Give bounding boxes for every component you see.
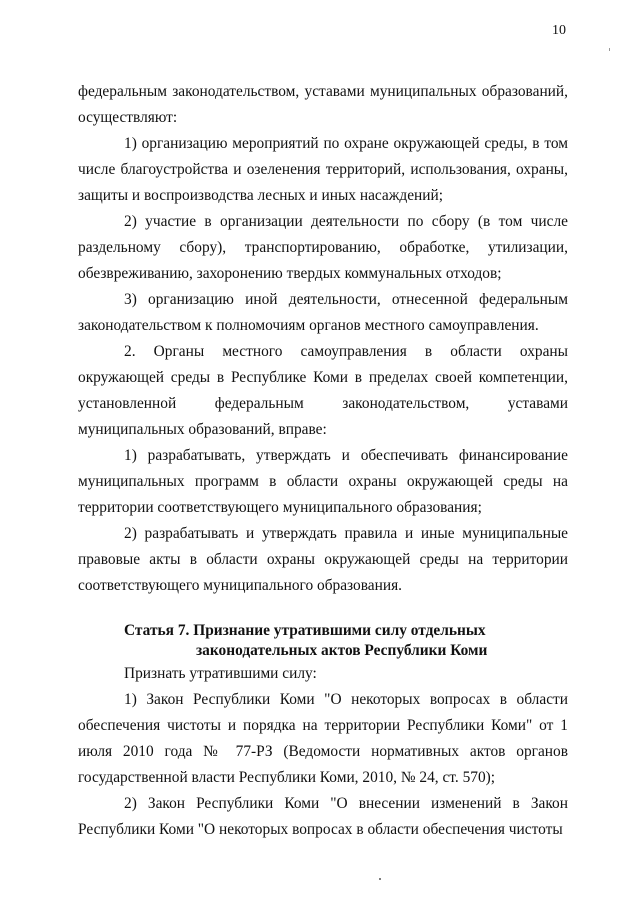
paragraph: 1) разрабатывать, утверждать и обеспечивать финансирование муниципальных программ в области охраны окружающей среды на территории соответствующего муниципального образования; (78, 447, 568, 516)
paragraph: 1) организацию мероприятий по охране окружающей среды, в том числе благоустройства и озеленения территорий, использования, охраны, защиты и воспроизводства лесных и иных насаждений; (78, 135, 568, 204)
paragraph: 3) организацию иной деятельности, отнесенной федеральным законодательством к полномочиям органов местного самоуправления. (78, 291, 568, 334)
article-item: 2) Закон Республики Коми "О внесении изменений в Закон Республики Коми "О некоторых вопросах в области обеспечения чистоты (78, 795, 568, 838)
paragraph: 2) участие в организации деятельности по сбору (в том числе раздельному сбору), транспортированию, обработке, утилизации, обезвреживанию, захоронению твердых коммунальных отходов; (78, 213, 568, 282)
paragraph: 2) разрабатывать и утверждать правила и иные муниципальные правовые акты в области охраны окружающей среды на территории соответствующего муниципального образования. (78, 525, 568, 594)
article-heading-line2: законодательных актов Республики Коми (196, 642, 488, 659)
paragraph: федеральным законодательством, уставами муниципальных образований, осуществляют: (78, 83, 568, 126)
page-number: 10 (552, 23, 566, 38)
scan-mark (609, 48, 610, 51)
scan-mark (379, 878, 381, 880)
body-text (78, 79, 568, 599)
article-heading-line1: Статья 7. Признание утратившими силу отдельных (124, 622, 486, 639)
paragraph: 2. Органы местного самоуправления в области охраны окружающей среды в Республике Коми в пределах своей компетенции, установленной федеральным законодательством, уставами муниципальных образований, вправе: (78, 343, 568, 438)
article-intro: Признать утратившими силу: (124, 665, 317, 682)
article-item: 1) Закон Республики Коми "О некоторых вопросах в области обеспечения чистоты и порядка на территории Республики Коми" от 1 июля 2010 года № 77-РЗ (Ведомости нормативных актов органов государственной власти Республики Коми, 2010, № 24, ст. 570); (78, 691, 568, 786)
article-heading (124, 621, 544, 661)
article-text (78, 661, 568, 843)
